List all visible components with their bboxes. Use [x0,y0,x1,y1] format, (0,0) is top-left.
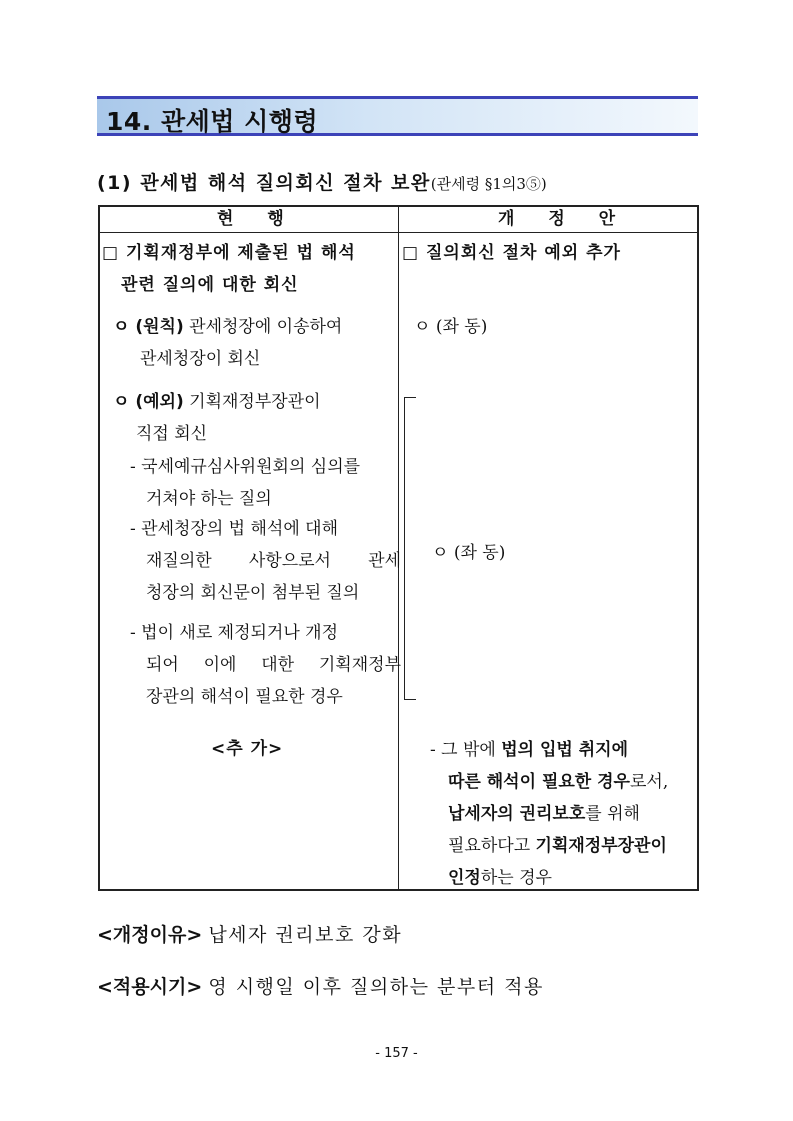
new-item-line-1 [430,734,628,766]
amendment-reason [97,920,402,947]
current-box-line-1: □ 기획재정부에 제출된 법 해석 [102,243,356,263]
case-2-line-3: 청장의 회신문이 첨부된 질의 [146,583,360,603]
new-item-text-3a: 납세자의 권리보호 [448,804,586,824]
new-item-line-5 [448,862,552,894]
case-2-line-2: 재질의한 사항으로서 관세 [146,551,401,571]
principle-label: ㅇ (원칙) [113,317,184,337]
new-item-line-2 [448,766,668,798]
case-3-line-3: 장관의 해석이 필요한 경우 [146,687,343,707]
header-proposed: 개 정 안 [498,209,630,229]
section-title: (1) 관세법 해석 질의회신 절차 보완 [97,172,431,194]
chapter-title: 14. 관세법 시행령 [106,107,319,136]
exception-line-2: 직접 회신 [136,424,208,444]
proposed-same-2: ㅇ (좌 동) [432,543,506,563]
section-ref: (관세령 §1의3⑤) [430,175,547,193]
new-item-text-5a: 인정 [448,868,481,888]
case-3-line-1: - 법이 새로 제정되거나 개정 [130,623,339,643]
principle-text-1: 관세청장에 이송하여 [189,317,343,337]
case-3-line-2: 되어 이에 대한 기획재정부 [146,655,401,675]
new-item-text-1b: 법의 입법 취지에 [501,740,629,760]
proposed-same-1: ㅇ (좌 동) [414,317,488,337]
effective-text: 영 시행일 이후 질의하는 분부터 적용 [208,976,544,998]
new-item-text-2b: 로서, [629,772,669,792]
page-number: - 157 - [375,1046,418,1061]
section-heading [97,168,547,195]
case-2-line-1: - 관세청장의 법 해석에 대해 [130,519,339,539]
exception-text-1: 기획재정부장관이 [189,392,321,412]
new-item-line-4 [448,830,667,862]
new-item-text-4a: 필요하다고 [448,836,536,856]
new-item-text-5b: 하는 경우 [480,868,552,888]
table-border-right [697,205,699,891]
chapter-title-bar [97,96,698,136]
effective-period [97,972,544,999]
cases-bracket [404,397,416,700]
new-item-text-2a: 따른 해석이 필요한 경우 [448,772,630,792]
new-item-text-4b: 기획재정부장관이 [535,836,667,856]
case-1-line-1: - 국세예규심사위원회의 심의를 [130,457,361,477]
exception-line-1 [113,386,321,418]
table-header-divider [98,232,699,233]
proposed-box-line: □ 질의회신 절차 예외 추가 [402,243,621,263]
current-box-line-2: 관련 질의에 대한 회신 [121,275,299,295]
exception-label: ㅇ (예외) [113,392,184,412]
add-label: <추 가> [211,739,284,759]
reason-label: <개정이유> [97,924,203,946]
new-item-text-1a: - 그 밖에 [430,740,502,760]
effective-label: <적용시기> [97,976,203,998]
reason-text: 납세자 권리보호 강화 [208,924,403,946]
principle-line-2: 관세청장이 회신 [140,349,261,369]
new-item-line-3 [448,798,640,830]
case-1-line-2: 거쳐야 하는 질의 [146,489,272,509]
header-current: 현 행 [217,209,298,229]
new-item-text-3b: 를 위해 [585,804,640,824]
table-border-left [98,205,100,891]
principle-line-1 [113,311,342,343]
